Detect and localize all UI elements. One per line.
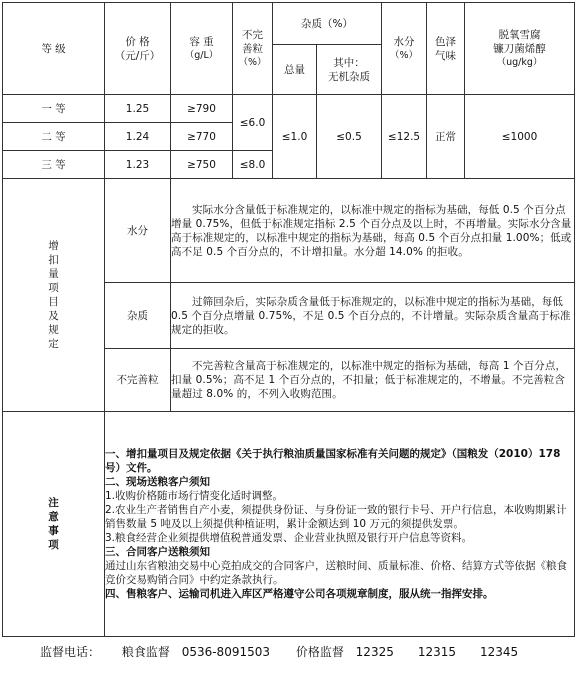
grade-name: 三 等: [3, 151, 105, 179]
notes-label-char: 项: [48, 539, 59, 551]
incomplete-grade-3: ≤8.0: [233, 151, 273, 179]
header-impurity-total: 总量: [273, 45, 317, 95]
notes-line: 通过山东省粮油交易中心竞拍成交的合同客户，送粮时间、质量标准、价格、结算方式等依据《粮食竞价交易购销合同》中约定条款执行。: [105, 560, 567, 586]
notes-line: 3.粮食经营企业须提供增值税普通发票、企业营业执照及银行开户信息等资料。: [105, 532, 473, 544]
header-don-line3: （ug/kg）: [496, 57, 543, 68]
notes-label: [3, 412, 105, 637]
header-incomplete-line2: 善粒: [242, 43, 263, 55]
grade-name: 一 等: [3, 95, 105, 123]
grain-standard-table: [2, 2, 575, 637]
adjust-label: [3, 179, 105, 412]
header-impurity-inorganic: [317, 45, 382, 95]
header-moisture-line2: （%）: [390, 50, 419, 61]
header-color: [427, 3, 465, 95]
grade-name: 二 等: [3, 123, 105, 151]
notes-heading: 二、现场送粮客户须知: [105, 476, 210, 488]
header-don-line1: 脱氧雪腐: [498, 29, 541, 41]
grade-price: 1.24: [105, 123, 171, 151]
grade-capacity: ≥750: [171, 151, 233, 179]
header-incomplete-line3: （%）: [238, 57, 267, 68]
header-color-line2: 气味: [435, 49, 457, 62]
notes-heading: 四、售粮客户、运输司机进入库区严格遵守公司各项规章制度，服从统一指挥安排。: [105, 588, 494, 600]
notes-line: 2.农业生产者销售自产小麦，须提供身份证、与身份证一致的银行卡号、开户行信息，本收购期累计销售数量 5 吨及以上须提供种植证明，累计金额达到 10 万元的须提供发票。: [105, 504, 567, 530]
notes-content: [105, 412, 575, 637]
grade-capacity: ≥790: [171, 95, 233, 123]
adjust-item-incomplete: 不完善粒: [105, 349, 171, 412]
header-impurity: 杂质（%）: [273, 3, 382, 45]
grain-supervision-label: 粮食监督: [121, 645, 170, 659]
price-supervision-phones: 12325 12315 12345: [355, 645, 519, 659]
adjust-text-impurity: 过筛回杂后，实际杂质含量低于标准规定的，以标准中规定的指标为基础，每低 0.5 个百分点增量 0.75%，不足 0.5 个百分点的，不计增量。实际杂质含量高于标准规定的拒收。: [171, 283, 575, 349]
header-price-line2: （元/斤）: [114, 49, 161, 62]
adjust-label-char: 规: [48, 324, 59, 336]
adjust-label-char: 定: [48, 338, 59, 350]
adjust-item-impurity: 杂质: [105, 283, 171, 349]
header-color-line1: 色泽: [435, 35, 457, 48]
moisture-value: ≤12.5: [382, 95, 427, 179]
adjust-text-moisture: 实际水分含量低于标准规定的，以标准中规定的指标为基础，每低 0.5 个百分点增量 0.75%，但低于标准规定指标 2.5 个百分点及以上时，不再增量。实际水分含量高于标准规定的，以标准中规定的指标为基础，每高 0.5 个百分点扣量 1.00%；低或高不足 0.5 个百分点的，不计增扣量。水分超 14.0% 的拒收。: [171, 179, 575, 283]
adjust-label-char: 量: [48, 268, 59, 280]
adjust-label-char: 项: [48, 282, 59, 294]
grade-capacity: ≥770: [171, 123, 233, 151]
notes-line: 1.收购价格随市场行情变化适时调整。: [105, 490, 284, 502]
footer-label: 监督电话：: [40, 645, 101, 659]
grade-price: 1.25: [105, 95, 171, 123]
header-moisture-line1: 水分: [393, 36, 415, 48]
supervision-footer: [40, 643, 518, 660]
header-impurity-inorganic-line2: 无机杂质: [328, 70, 370, 83]
header-moisture: [382, 3, 427, 95]
adjust-item-moisture: 水分: [105, 179, 171, 283]
notes-label-char: 注: [48, 497, 59, 509]
notes-heading: 三、合同客户送粮须知: [105, 546, 210, 558]
adjust-label-char: 增: [48, 240, 59, 252]
notes-label-char: 意: [48, 511, 59, 523]
header-incomplete-line1: 不完: [242, 29, 263, 41]
header-capacity-line1: 容 重: [189, 36, 214, 48]
header-impurity-inorganic-line1: 其中：: [333, 56, 365, 69]
header-don: [465, 3, 575, 95]
notes-line: 一、增扣量项目及规定依据《关于执行粮油质量国家标准有关问题的规定》（国粮发（2010）178 号）文件。: [105, 448, 561, 474]
notes-label-char: 事: [48, 525, 59, 537]
header-capacity-line2: （g/L）: [184, 50, 219, 61]
header-capacity: [171, 3, 233, 95]
adjust-label-char: 目: [48, 296, 59, 308]
adjust-label-char: 及: [48, 310, 59, 322]
don-value: ≤1000: [465, 95, 575, 179]
incomplete-grade-1-2: ≤6.0: [233, 95, 273, 151]
adjust-label-char: 扣: [48, 254, 59, 266]
header-price: [105, 3, 171, 95]
impurity-total-value: ≤1.0: [273, 95, 317, 179]
header-price-line1: 价 格: [125, 35, 150, 48]
header-incomplete: [233, 3, 273, 95]
adjust-text-incomplete: 不完善粒含量高于标准规定的，以标准中规定的指标为基础，每高 1 个百分点，扣量 0.5%；高不足 1 个百分点的，不扣量；低于标准规定的，不增量。不完善粒含量超过 8.0% 的，不列入收购范围。: [171, 349, 575, 412]
grain-supervision-phone: 0536-8091503: [181, 645, 270, 659]
price-supervision-label: 价格监督: [295, 645, 344, 659]
impurity-inorganic-value: ≤0.5: [317, 95, 382, 179]
header-grade: 等 级: [3, 3, 105, 95]
color-value: 正常: [427, 95, 465, 179]
header-don-line2: 镰刀菌烯醇: [493, 43, 546, 55]
grade-price: 1.23: [105, 151, 171, 179]
